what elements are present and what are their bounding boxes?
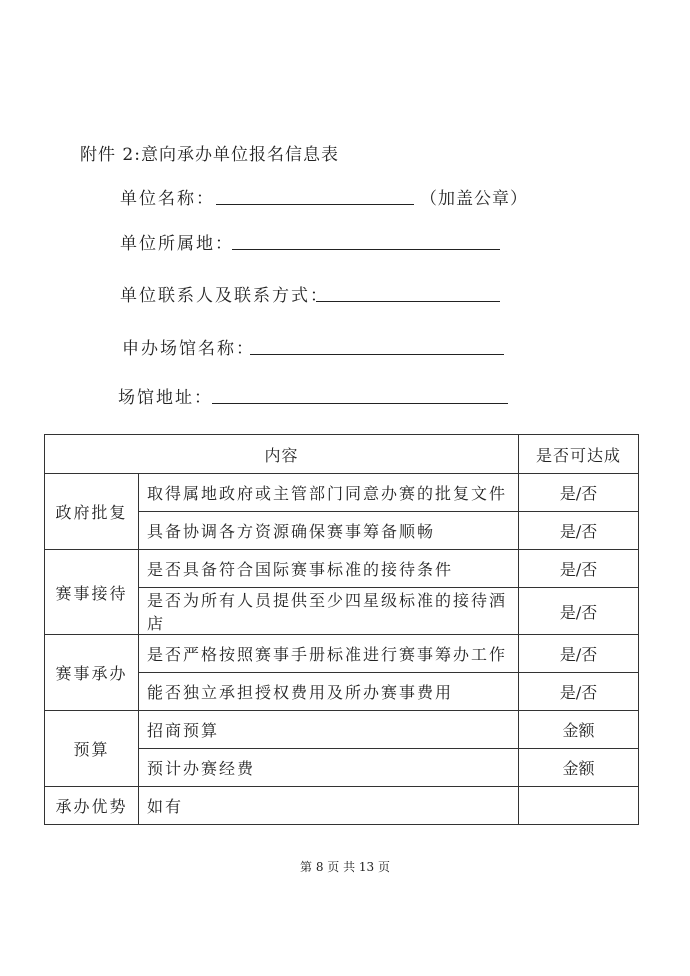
unit-name-blank[interactable] — [216, 204, 414, 205]
header-content: 内容 — [45, 435, 519, 474]
table-row — [45, 787, 639, 825]
table-row — [45, 550, 639, 588]
table-row — [45, 711, 639, 749]
table-row — [45, 474, 639, 512]
category-cell: 政府批复 — [45, 474, 139, 550]
table-header-row — [45, 435, 639, 474]
venue-name-field — [122, 334, 255, 359]
category-cell: 预算 — [45, 711, 139, 787]
answer-cell[interactable]: 是/否 — [519, 550, 639, 588]
answer-cell[interactable]: 是/否 — [519, 512, 639, 550]
category-cell: 赛事承办 — [45, 635, 139, 711]
page-footer: 第 8 页 共 13 页 — [300, 860, 390, 874]
content-cell: 是否严格按照赛事手册标准进行赛事筹办工作 — [139, 635, 519, 673]
contact-field — [120, 281, 329, 306]
seal-note: （加盖公章） — [420, 189, 528, 209]
venue-address-field — [118, 383, 213, 408]
unit-location-blank[interactable] — [232, 249, 500, 250]
answer-cell[interactable] — [519, 787, 639, 825]
category-cell: 承办优势 — [45, 787, 139, 825]
content-cell: 取得属地政府或主管部门同意办赛的批复文件 — [139, 474, 519, 512]
content-cell: 预计办赛经费 — [139, 749, 519, 787]
registration-table — [44, 434, 639, 825]
answer-cell[interactable]: 是/否 — [519, 474, 639, 512]
answer-cell[interactable]: 是/否 — [519, 588, 639, 635]
unit-name-field — [120, 184, 215, 209]
contact-blank[interactable] — [316, 301, 500, 302]
answer-cell[interactable]: 是/否 — [519, 635, 639, 673]
content-cell: 是否具备符合国际赛事标准的接待条件 — [139, 550, 519, 588]
unit-name-label: 单位名称： — [120, 189, 215, 209]
answer-cell[interactable]: 金额 — [519, 711, 639, 749]
content-cell: 能否独立承担授权费用及所办赛事费用 — [139, 673, 519, 711]
unit-location-label: 单位所属地： — [120, 234, 234, 254]
page-heading: 附件 2:意向承办单位报名信息表 — [80, 145, 339, 165]
venue-name-label: 申办场馆名称： — [122, 339, 255, 359]
contact-label: 单位联系人及联系方式： — [120, 286, 329, 306]
header-achievable: 是否可达成 — [519, 435, 639, 474]
table-row — [45, 635, 639, 673]
venue-address-label: 场馆地址： — [118, 388, 213, 408]
category-cell: 赛事接待 — [45, 550, 139, 635]
content-cell: 具备协调各方资源确保赛事筹备顺畅 — [139, 512, 519, 550]
answer-cell[interactable]: 金额 — [519, 749, 639, 787]
answer-cell[interactable]: 是/否 — [519, 673, 639, 711]
unit-location-field — [120, 229, 234, 254]
content-cell: 是否为所有人员提供至少四星级标准的接待酒店 — [139, 588, 519, 635]
content-cell: 招商预算 — [139, 711, 519, 749]
venue-name-blank[interactable] — [250, 354, 504, 355]
content-cell: 如有 — [139, 787, 519, 825]
venue-address-blank[interactable] — [212, 403, 508, 404]
